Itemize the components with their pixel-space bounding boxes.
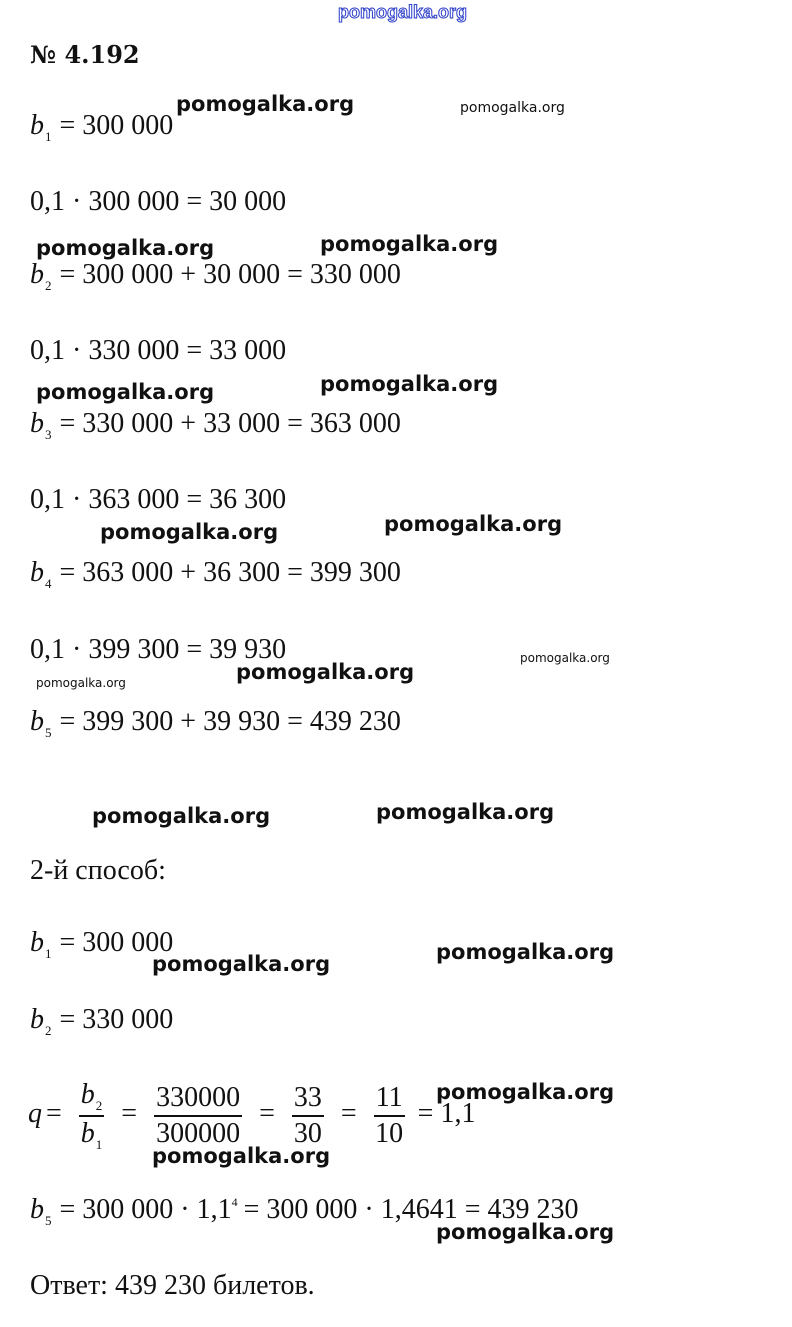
line-calc-1: 0,1 · 300 000 = 30 000 [30,186,287,217]
watermark: pomogalka.org [152,952,331,976]
problem-title: № 4.192 [30,40,140,69]
method2-b1: $b_1 = 300$ 000 [30,927,174,961]
line-b4: $b_4 = 363$ 000 + 36 300 = 399 300 [30,557,401,591]
watermark: pomogalka.org [436,1220,615,1244]
watermark: pomogalka.org [176,92,355,116]
watermark: pomogalka.org [376,800,555,824]
fraction-b2-b1: $\frac{b_2}{b_1}$ [80,1079,103,1152]
method2-b5: $b_5 = 300$ $000 \cdot 1,1^4 = 300$ 000 · 1,4641 = 439 230 [30,1194,579,1228]
watermark: pomogalka.org [236,660,415,684]
line-calc-4: 0,1 · 399 300 = 39 930 [30,634,287,665]
watermark: pomogalka.org [36,676,126,690]
watermark: pomogalka.org [36,236,215,260]
method2-b2: $b_2 = 330$ 000 [30,1004,174,1038]
watermark: pomogalka.org [36,380,215,404]
watermark: pomogalka.org [520,651,610,665]
line-b1: $b_1 = 300$ 000 [30,110,174,144]
answer: Ответ: 439 230 билетов. [30,1270,315,1301]
watermark: pomogalka.org [92,804,271,828]
watermark: pomogalka.org [460,100,565,116]
watermark: pomogalka.org [100,520,279,544]
line-b5: $b_5 = 399$ 300 + 39 930 = 439 230 [30,706,401,740]
watermark: pomogalka.org [152,1144,331,1168]
fraction-1: $\frac{330000}{300000}$ [156,1082,241,1149]
watermark: pomogalka.org [320,232,499,256]
watermark: pomogalka.org [384,512,563,536]
line-b2: $b_2 = 300$ 000 + 30 000 = 330 000 [30,259,401,293]
line-b3: $b_3 = 330$ 000 + 33 000 = 363 000 [30,408,401,442]
watermark: pomogalka.org [320,372,499,396]
watermark-top: pomogalka.org [338,2,468,22]
ratio-formula: q = $\frac{b_2}{b_1}$ = $\frac{330000}{300000}$ = $\frac{33}{30}$ = $\frac{11}{10}$ = 1,1 [28,1079,476,1152]
fraction-3: $\frac{11}{10}$ [375,1082,404,1149]
method2-heading: 2-й способ: [30,855,166,886]
watermark: pomogalka.org [436,940,615,964]
line-calc-2: 0,1 · 330 000 = 33 000 [30,335,287,366]
line-calc-3: 0,1 · 363 000 = 36 300 [30,484,287,515]
watermark: pomogalka.org [436,1080,615,1104]
fraction-2: $\frac{33}{30}$ [293,1082,322,1149]
